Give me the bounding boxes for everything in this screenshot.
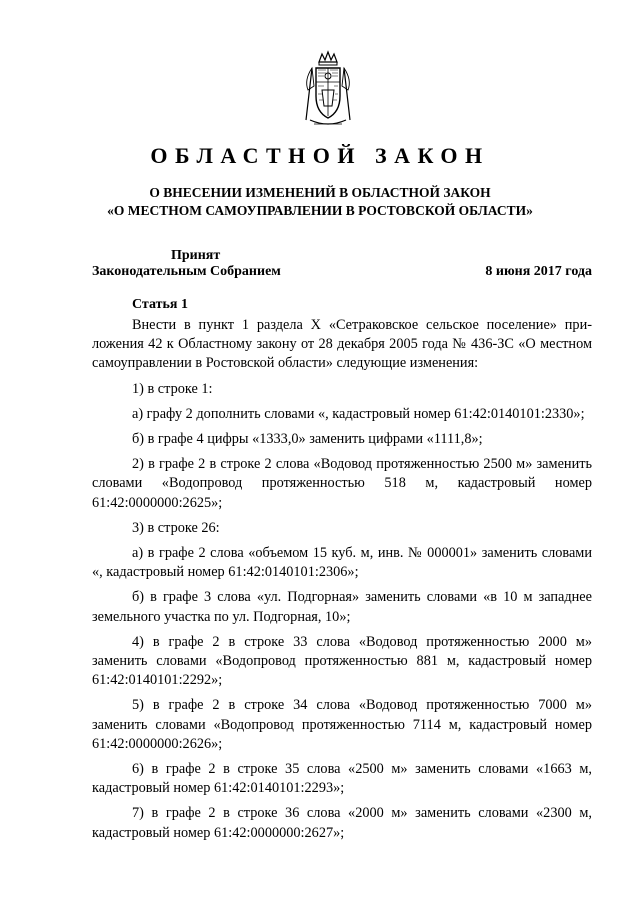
law-subtitle-line-2: «О МЕСТНОМ САМОУПРАВЛЕНИИ В РОСТОВСКОЙ ОБЛАСТИ» [107, 203, 533, 218]
paragraph: 1) в строке 1: [132, 380, 213, 397]
article-heading: Статья 1 [132, 297, 188, 312]
paragraph: б) в графе 3 слова «ул. Подгорная» заменить словами «в 10 м западнее земельного участка по ул. Подгорная, 10»; [92, 589, 592, 625]
paragraph: Внести в пункт 1 раздела X «Сетраковское сельское поселение» приложения 42 к Областному закону от 28 декабря 2005 года № 436-ЗС «О местном самоуправлении в Ростовской области» следующие изменения: [92, 317, 592, 372]
adopted-label: Принят [171, 248, 221, 263]
coat-of-arms-emblem [302, 50, 354, 128]
paragraph: а) графу 2 дополнить словами «, кадастровый номер 61:42:0140101:2330»; [132, 405, 585, 422]
paragraph: 6) в графе 2 в строке 35 слова «2500 м» заменить словами «1663 м, кадастровый номер 61:42:0140101:2293»; [92, 761, 592, 797]
paragraph: 5) в графе 2 в строке 34 слова «Водовод протяженностью 7000 м» заменить словами «Водопровод протяженностью 7114 м, кадастровый номер 61:42:0000000:2626»; [92, 697, 592, 752]
paragraph: 2) в графе 2 в строке 2 слова «Водовод протяженностью 2500 м» заменить словами «Водопровод протяженностью 518 м, кадастровый номер 61:42:0000000:2625»; [92, 456, 592, 511]
law-title: ОБЛАСТНОЙ ЗАКОН [150, 143, 490, 168]
paragraph: а) в графе 2 слова «объемом 15 куб. м, инв. № 000001» заменить словами «, кадастровый номер 61:42:0140101:2306»; [92, 545, 592, 581]
adopted-by-label: Законодательным Собранием [92, 264, 281, 279]
paragraph: б) в графе 4 цифры «1333,0» заменить цифрами «1111,8»; [132, 431, 483, 448]
article-body [92, 316, 592, 849]
adoption-date: 8 июня 2017 года [485, 264, 592, 279]
paragraph: 7) в графе 2 в строке 36 слова «2000 м» заменить словами «2300 м, кадастровый номер 61:42:0000000:2627»; [92, 805, 592, 841]
law-subtitle-line-1: О ВНЕСЕНИИ ИЗМЕНЕНИЙ В ОБЛАСТНОЙ ЗАКОН [149, 185, 491, 200]
paragraph: 3) в строке 26: [132, 519, 220, 536]
paragraph: 4) в графе 2 в строке 33 слова «Водовод протяженностью 2000 м» заменить словами «Водопровод протяженностью 881 м, кадастровый номер 61:42:0140101:2292»; [92, 633, 592, 689]
